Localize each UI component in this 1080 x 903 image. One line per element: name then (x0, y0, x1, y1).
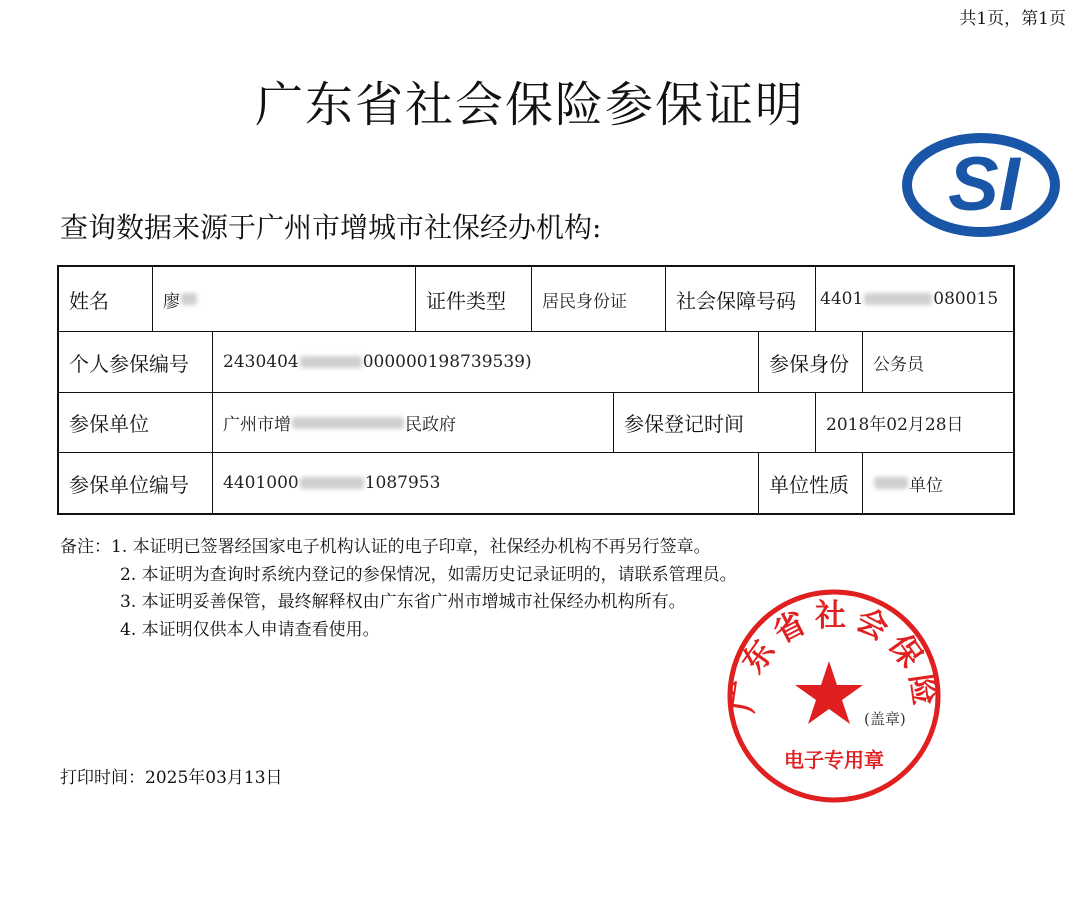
personal-number-value: 2430404 000000198739539) (213, 332, 759, 392)
note-item: 4. 本证明仅供本人申请查看使用。 (120, 619, 380, 640)
electronic-seal (724, 586, 944, 806)
unit-number-value: 4401000 1087953 (213, 453, 759, 513)
redaction-mark (300, 356, 362, 368)
print-time: 打印时间：2025年03月13日 (60, 768, 283, 788)
notes-section (60, 534, 737, 644)
identity-value: 公务员 (873, 354, 924, 375)
table-row (59, 332, 1013, 393)
stamp-label: (盖章) (864, 710, 906, 728)
seal-arc-text: 广东省社会保险 (724, 598, 944, 715)
si-logo-icon (902, 130, 1060, 240)
id-type-value: 居民身份证 (532, 267, 666, 331)
personal-number-label: 个人参保编号 (59, 332, 213, 392)
redaction-mark (300, 477, 364, 489)
redaction-mark (874, 477, 908, 489)
name-value: 廖 (153, 267, 416, 331)
table-row (59, 453, 1013, 513)
note-item: 备注：1. 本证明已签署经国家电子机构认证的电子印章，社保经办机构不再另行签章。 (60, 537, 711, 557)
si-logo-text: SI (948, 142, 1020, 227)
document-title: 广东省社会保险参保证明 (254, 77, 805, 133)
unit-number-label: 参保单位编号 (59, 453, 213, 513)
identity-label: 参保身份 (759, 332, 863, 392)
unit-value: 广州市增 民政府 (213, 393, 614, 452)
table-row (59, 393, 1013, 453)
ss-number-label: 社会保障号码 (666, 267, 816, 331)
redaction-mark (292, 417, 404, 429)
redaction-mark (864, 293, 932, 305)
registration-time-value: 2018年02月28日 (826, 415, 964, 435)
unit-nature-label: 单位性质 (759, 453, 863, 513)
unit-label: 参保单位 (59, 393, 213, 452)
page-number: 共1页，第1页 (959, 9, 1066, 29)
ss-number-value: 4401 080015 (820, 289, 999, 309)
name-label: 姓名 (59, 267, 153, 331)
seal-star-icon (795, 661, 863, 724)
note-item: 3. 本证明妥善保管，最终解释权由广东省广州市增城市社保经办机构所有。 (120, 592, 686, 612)
unit-nature-value: 单位 (863, 453, 1013, 513)
id-type-label: 证件类型 (416, 267, 532, 331)
note-item: 2. 本证明为查询时系统内登记的参保情况，如需历史记录证明的，请联系管理员。 (120, 564, 737, 585)
table-row (59, 267, 1013, 332)
registration-time-label: 参保登记时间 (614, 393, 816, 452)
insurance-info-table (57, 265, 1015, 515)
query-source-text: 查询数据来源于广州市增城市社保经办机构: (60, 211, 602, 244)
notes-prefix: 备注： (60, 537, 111, 557)
seal-bottom-text: 电子专用章 (784, 748, 884, 772)
redaction-mark (181, 293, 197, 305)
